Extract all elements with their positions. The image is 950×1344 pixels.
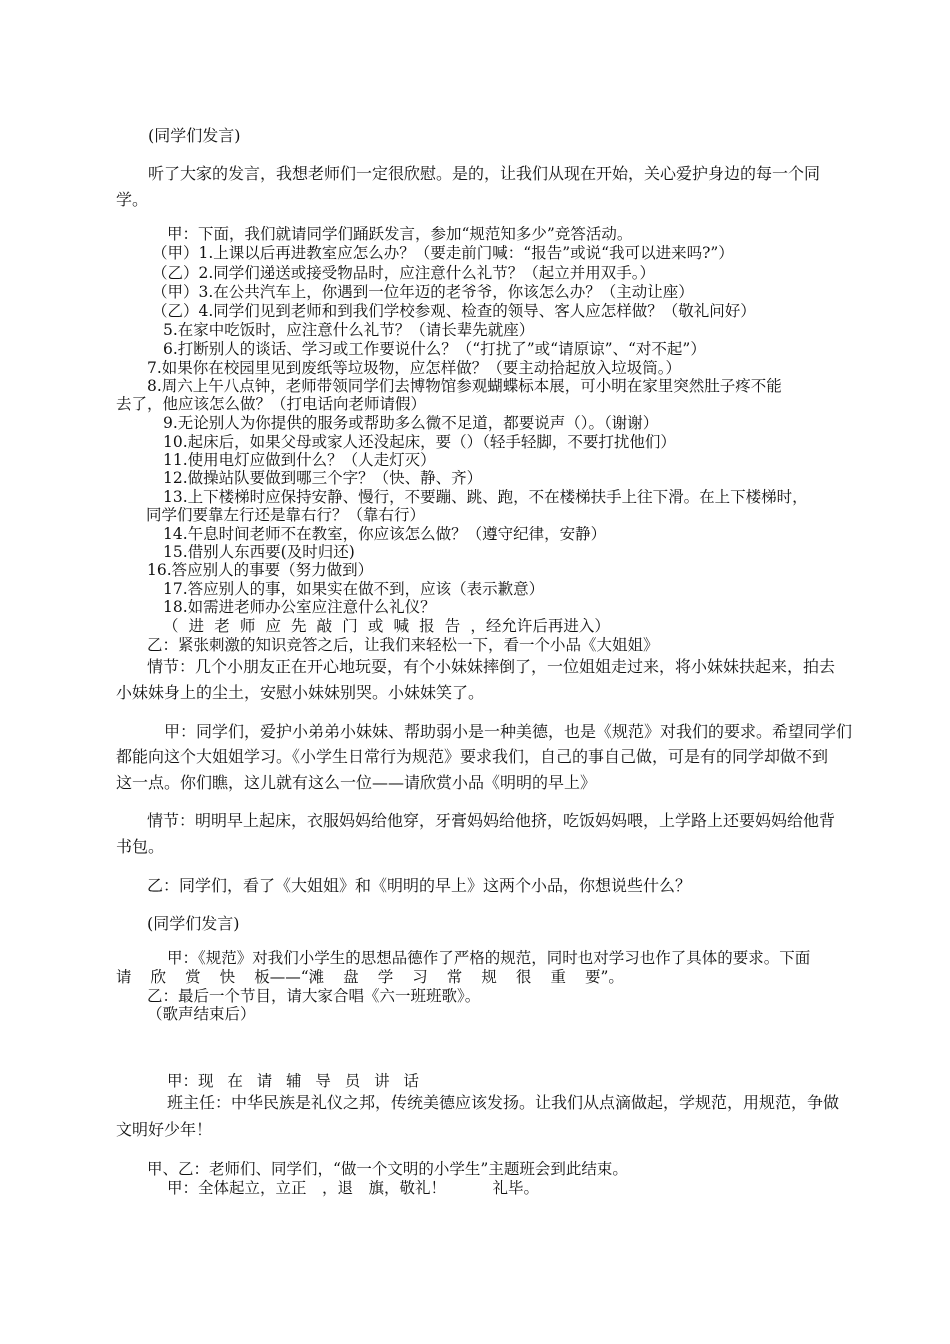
quiz-question: 13.上下楼梯时应保持安静、慢行，不要蹦、跳、跑，不在楼梯扶手上往下滑。在上下楼梯时， [163,488,808,506]
host-line: 甲：《规范》对我们小学生的思想品德作了严格的规范，同时也对学习也作了具体的要求。下面 [167,949,811,967]
closing-line: 甲：全体起立，立正 ，退 旗，敬礼！ 礼毕。 [167,1179,540,1197]
quiz-question: 6.打断别人的谈话、学习或工作要说什么？（“打扰了”或“请原谅”、“对不起”） [163,340,706,358]
quiz-question: 9.无论别人为你提供的服务或帮助多么微不足道，都要说声（）。（谢谢） [163,414,659,432]
skit-plot: 情节：明明早上起床，衣服妈妈给他穿，牙膏妈妈给他挤，吃饭妈妈喂，上学路上还要妈妈给他背 [147,811,836,830]
skit-plot: 情节：几个小朋友正在开心地玩耍，有个小妹妹摔倒了，一位姐姐走过来，将小妹妹扶起来，拍去 [147,657,836,676]
host-line: 乙：同学们，看了《大姐姐》和《明明的早上》这两个小品，你想说些什么？ [147,876,692,895]
quiz-question: 15.借别人东西要(及时归还) [163,543,355,561]
quiz-question: 8.周六上午八点钟，老师带领同学们去博物馆参观蝴蝶标本展，可小明在家里突然肚子疼不能 [147,377,782,395]
quiz-question: （甲）3.在公共汽车上，你遇到一位年迈的老爷爷，你该怎么办？（主动让座） [152,283,694,301]
speech-note-1: (同学们发言) [148,126,241,145]
quiz-question: 同学们要靠左行还是靠右行？（靠右行） [146,506,426,524]
skit-plot: 书包。 [116,837,165,856]
quiz-intro: 甲：下面，我们就请同学们踊跃发言，参加“规范知多少”竞答活动。 [167,225,633,243]
host-line: 这一点。你们瞧，这儿就有这么一位——请欣赏小品《明明的早上》 [116,773,597,792]
speech-note-2: (同学们发言) [147,914,240,933]
paragraph-text: 学。 [116,190,149,209]
teacher-speech: 班主任：中华民族是礼仪之邦，传统美德应该发扬。让我们从点滴做起，学规范，用规范，争做 [167,1093,840,1112]
quiz-question: 去了，他应该怎么做？（打电话向老师请假） [116,395,427,413]
quiz-question: 18.如需进老师办公室应注意什么礼仪？ [163,598,436,616]
skit-plot: 小妹妹身上的尘土，安慰小妹妹别哭。小妹妹笑了。 [116,683,485,702]
stage-note: （歌声结束后） [147,1005,256,1023]
quiz-question: 11.使用电灯应做到什么？（人走灯灭） [163,451,436,469]
quiz-question: （乙）4.同学们见到老师和到我们学校参观、检查的领导、客人应怎样做？（敬礼问好） [152,302,756,320]
quiz-question: 5.在家中吃饭时，应注意什么礼节？（请长辈先就座） [163,321,535,339]
quiz-question: 17.答应别人的事，如果实在做不到，应该（表示歉意） [163,580,545,598]
host-line-spaced: 甲：现 在 请 辅 导 员 讲 话 [167,1072,419,1090]
quiz-question: （甲）1.上课以后再进教室应怎么办？（要走前门喊：“报告”或说“我可以进来吗?”） [152,244,734,262]
paragraph-text: 听了大家的发言，我想老师们一定很欣慰。是的，让我们从现在开始，关心爱护身边的每一个同 [148,164,821,183]
host-line: 乙：最后一个节目，请大家合唱《六一班班歌》。 [147,987,481,1005]
quiz-question: 10.起床后，如果父母或家人还没起床，要（）（轻手轻脚，不要打扰他们） [163,433,676,451]
quiz-question: 16.答应别人的事要（努力做到） [147,561,374,579]
quiz-question: 14.午息时间老师不在教室，你应该怎么做？（遵守纪律，安静） [163,525,607,543]
host-line-spaced: 请 欣 赏 快 板——“滩 盘 学 习 常 规 很 重 要”。 [116,968,624,986]
quiz-answer-spaced: （ 进 老 师 应 先 敲 门 或 喊 报 告 ，经允许后再进入） [163,617,610,635]
quiz-question: 7.如果你在校园里见到废纸等垃圾物，应怎样做？（要主动拾起放入垃圾筒。） [147,359,682,377]
quiz-question: （乙）2.同学们递送或接受物品时，应注意什么礼节？（起立并用双手。） [152,264,656,282]
host-line: 乙：紧张刺激的知识竞答之后，让我们来轻松一下，看一个小品《大姐姐》 [147,636,659,654]
quiz-question: 12.做操站队要做到哪三个字？（快、静、齐） [163,469,483,487]
teacher-speech: 文明好少年！ [116,1120,213,1139]
host-line: 都能向这个大姐姐学习。《小学生日常行为规范》要求我们，自己的事自己做，可是有的同学却做不到 [116,747,829,766]
host-line: 甲：同学们，爱护小弟弟小妹妹、帮助弱小是一种美德，也是《规范》对我们的要求。希望同学们 [164,722,853,741]
closing-line: 甲、乙：老师们、同学们，“做一个文明的小学生”主题班会到此结束。 [147,1160,628,1178]
